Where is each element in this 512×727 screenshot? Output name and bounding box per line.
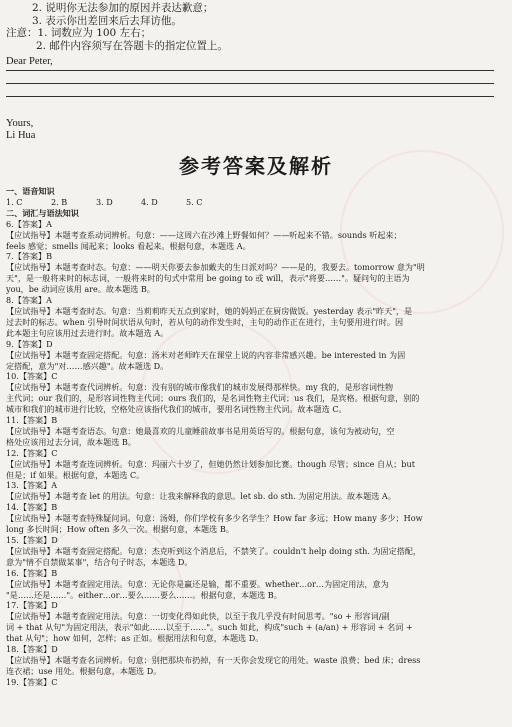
mcq-answer: 2. B [51,196,68,207]
answer-line: 【应试指导】本题考查代词辨析。句意：没有别的城市像我们的城市发展得那样快。my 我的，是形容词性物 [6,382,394,393]
answer-line: 【应试指导】本题考查固定用法。句意：无论你是赢还是输，都不重要。whether…or…为固定用法，意为 [6,578,389,589]
part1-answers [6,197,506,208]
answer-line: 12.【答案】C [6,447,58,458]
instruction-line: 3. 表示你出差回来后去拜访他。 [32,14,182,27]
answer-line: 【应试指导】本题考查名词辨析。句意：别把那块布扔掉，有一天你会发现它的用处。waste 浪费；bed 床；dress [6,654,421,665]
answer-line: 【应试指导】本题考查连词辨析。句意：玛丽六十岁了，但她仍然计划参加比赛。though 尽管；since 自从；but [6,458,415,469]
answer-line: 16.【答案】B [6,567,58,578]
answer-line: "是……还是……"。either…or…要么……要么……。根据句意，本题选 B。 [6,589,282,600]
answer-line: 【应试指导】本题考查时态。句意：——明天你要去参加戴夫的生日派对吗？——是的，我要去。tomorrow 意为"明 [6,262,425,273]
writing-rule [6,83,494,84]
writing-rule [6,96,494,97]
answer-line: 城市和我们的城市进行比较，空格处应该指代我们的城市，要用名词性物主代词。故本题选 C。 [6,404,347,415]
answer-line: 词 + that 从句"为固定用法，表示"如此……以至于……"。such 如此，构成"such + (a/an) + 形容词 + 名词 + [6,622,413,633]
answer-line: 此本题主句应该用过去进行时。故本题选 A。 [6,327,169,338]
answer-line: 19.【答案】C [6,676,58,687]
answer-line: 【应试指导】本题考查时态。句意：当莉莉昨天五点到家时，她的妈妈正在厨房做饭。yesterday 表示"昨天"，是 [6,305,413,316]
instruction-line: 2. 说明你无法参加的原因并表达歉意； [32,2,214,14]
answer-line: 9.【答案】D [6,338,53,349]
answer-line: you，be 动词应该用 are。故本题选 B。 [6,284,155,295]
note-line: 2. 邮件内容须写在答题卡的指定位置上。 [36,39,228,52]
answer-lines [6,219,506,688]
letter-closing: Yours, [6,118,34,129]
answer-line: 连衣裙；use 用处。根据句意，本题选 D。 [6,665,162,676]
answer-line: 10.【答案】C [6,371,58,382]
answer-line: 【应试指导】本题考查语态。句意：她最喜欢的儿童睡前故事书是用英语写的。根据句意，该句为被动句，空 [6,425,395,436]
answer-line: 过去时的标志。when 引导时间状语从句时，若从句的动作发生时，主句的动作正在进行，主句要用进行时。因 [6,316,404,327]
letter-salutation: Dear Peter, [6,56,53,68]
answer-line: 主代词；our 我们的，是形容词性物主代词；ours 我们的，是名词性物主代词；us 我们，是宾格。根据句意，别的 [6,393,420,404]
answer-line: 【应试指导】本题考查固定搭配。句意：汤米对老师昨天在课堂上说的内容非常感兴趣。be interested in 为固 [6,349,406,360]
answer-line: 14.【答案】B [6,502,58,513]
answer-line: that 从句"；how 如何，怎样；as 正如。根据用法和句意，本题选 D。 [6,633,264,644]
mcq-answer: 3. D [96,196,113,207]
part1-title: 一、语音知识 [6,186,55,196]
answer-line: 18.【答案】D [6,644,58,655]
note-prefix: 注意： [6,27,38,40]
answer-line: 意为"情不自禁做某事"，结合句子时态，本题选 D。 [6,556,193,567]
answer-line: feels 感觉；smells 闻起来；looks 看起来。根据句意，本题选 A。 [6,240,251,251]
writing-instructions [6,2,506,69]
answer-line: 13.【答案】A [6,480,58,491]
answer-line: 定搭配，意为"对……感兴趣"。故本题选 D。 [6,360,169,371]
letter-name: Li Hua [6,130,36,141]
answer-line: 6.【答案】A [6,218,52,229]
answer-section-title: 参考答案及解析 [179,154,333,178]
answer-line: 但是；if 如果。根据句意，本题选 C。 [6,469,145,480]
answer-line: 8.【答案】A [6,295,52,306]
answer-line: 11.【答案】B [6,415,58,426]
note-item: 1. 词数应为 100 左右； [37,27,152,40]
writing-rule [6,70,494,71]
answer-line: 【应试指导】本题考查系动词辨析。句意：——这周六在沙滩上野餐如何？——听起来不错。sounds 听起来； [6,229,402,240]
part2-title: 二、词汇与语法知识 [6,207,79,218]
answer-writing-lines [6,70,494,109]
mcq-answer: 4. D [141,196,158,207]
answer-line: 【应试指导】本题考查固定搭配。句意：杰克听到这个消息后，不禁笑了。couldn't help doing sth. 为固定搭配， [6,545,422,556]
answer-line: 天"，是一般将来时的标志词，一般将来时的句式中常用 be going to 或 will，表示"将要……"。疑问句的主语为 [6,273,410,284]
mcq-answer: 5. C [186,196,203,207]
answer-line: 【应试指导】本题考查 let 的用法。句意：让我来解释我的意思。let sb. do sth. 为固定用法。故本题选 A。 [6,491,396,502]
answer-line: long 多长时间；How often 多久一次。根据句意，本题选 B。 [6,524,234,535]
answer-line: 17.【答案】D [6,600,58,611]
answer-line: 【应试指导】本题考查固定用法。句意：一切变化得如此快，以至于我几乎没有时间思考。"so + 形容词/副 [6,611,390,622]
answer-line: 格处应该用过去分词，故本题选 B。 [6,436,136,447]
answer-line: 15.【答案】D [6,535,58,545]
answer-line: 【应试指导】本题考查特殊疑问词。句意：汤姆，你们学校有多少名学生？How far 多远；How many 多少；How [6,513,423,524]
answer-key-body [6,186,506,688]
note-line [6,27,506,40]
letter-signature [6,118,35,142]
answer-line: 7.【答案】B [6,251,53,262]
mcq-answer: 1. C [6,196,23,207]
